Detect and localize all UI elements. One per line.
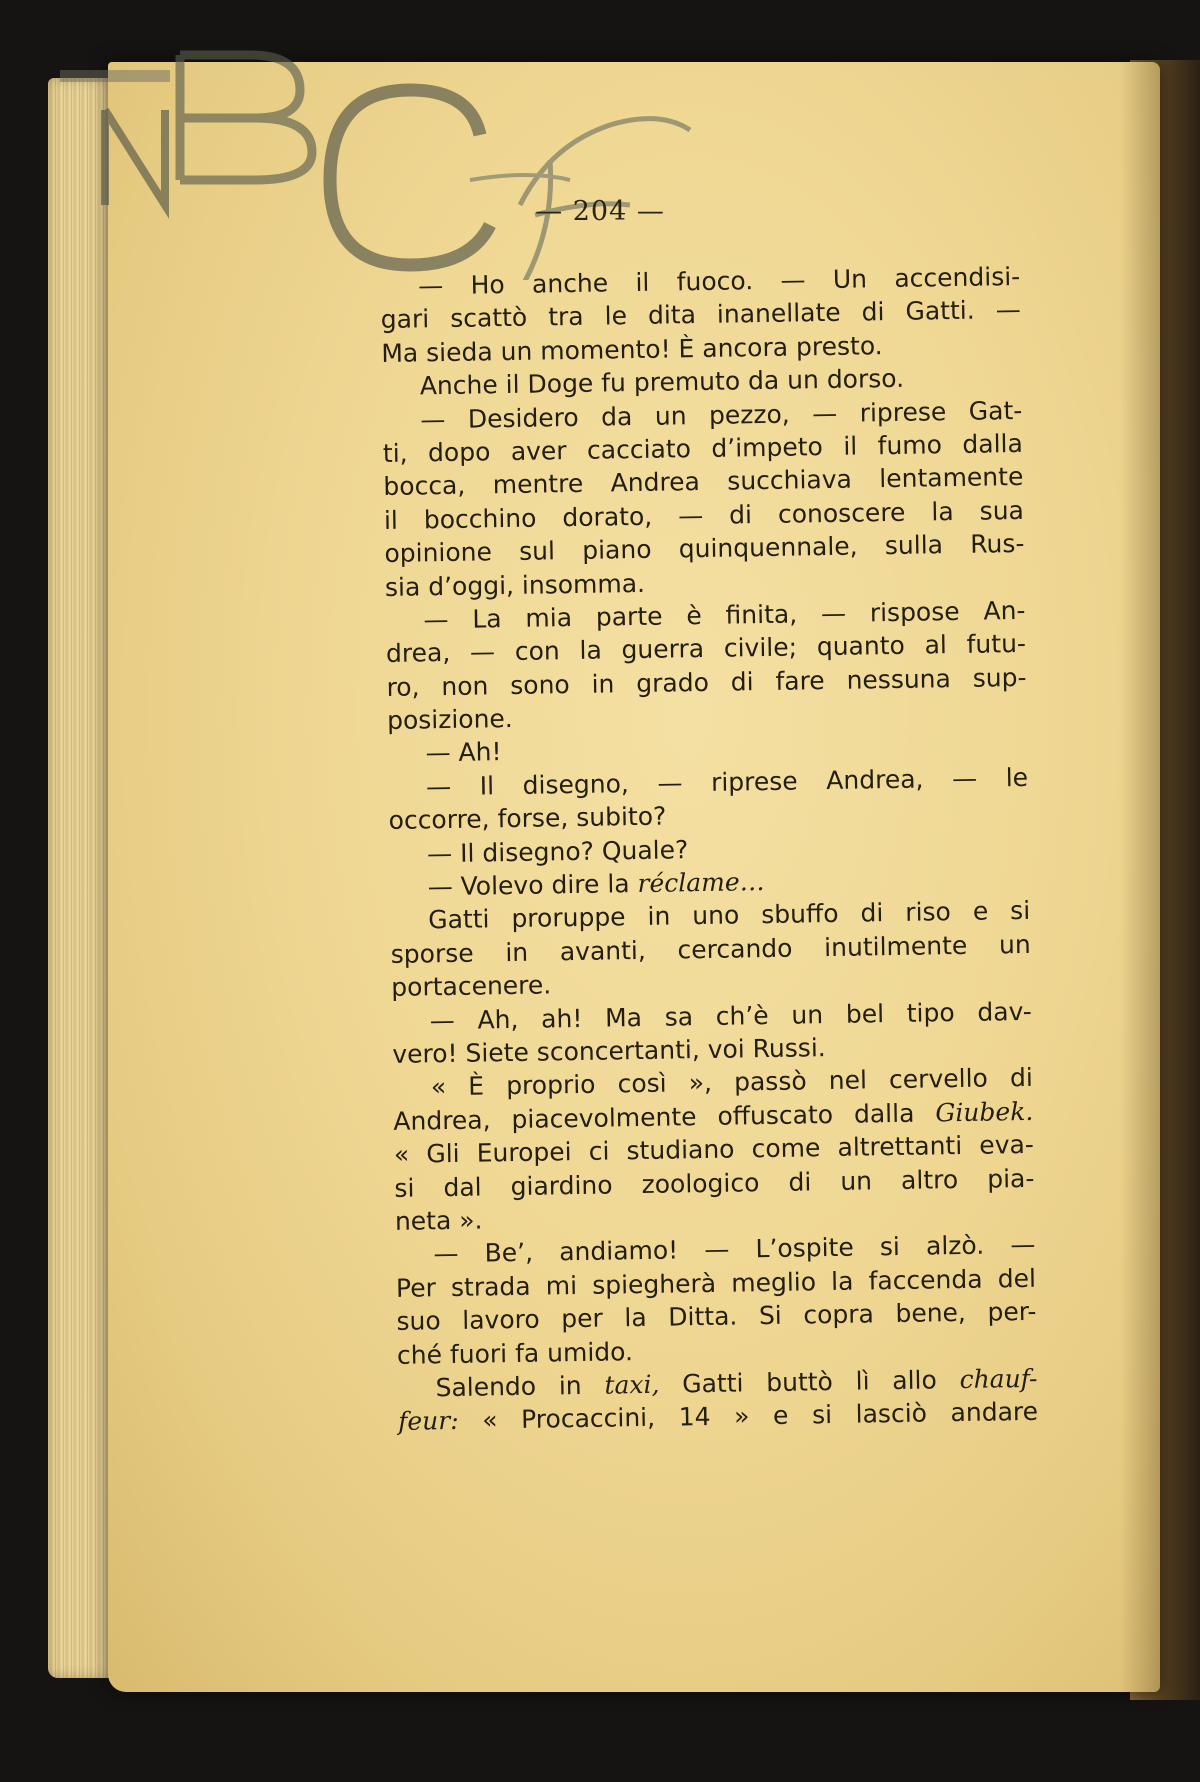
text-run: chauf-: [959, 1363, 1038, 1394]
text-run: ro, non sono in grado di fare nessuna sup-: [386, 662, 1027, 702]
text-run: drea, — con la guerra civile; quanto al futu-: [385, 629, 1027, 669]
library-monogram-watermark: [50, 30, 710, 280]
text-run: Gatti buttò lì allo: [659, 1364, 960, 1399]
text-run: Per strada mi spiegherà meglio la faccenda del: [395, 1263, 1037, 1303]
text-run: Andrea, piacevolmente offuscato dalla: [393, 1098, 936, 1136]
text-run: neta ».: [394, 1205, 483, 1236]
text-run: Gatti proruppe in uno sbuffo di riso e si: [427, 896, 1031, 935]
text-run: gari scattò tra le dita inanellate di Gatti. —: [380, 295, 1021, 335]
text-run: « È proprio così », passò nel cervello di: [430, 1063, 1033, 1102]
body-text: [380, 260, 1038, 1439]
text-run: « Procaccini, 14 » e si lasciò andare: [458, 1397, 1039, 1436]
text-run: Ma sieda un momento! È ancora presto.: [381, 330, 883, 368]
text-run: — Desidero da un pezzo, — riprese Gat-: [420, 395, 1023, 434]
text-run: sporse in avanti, cercando inutilmente un: [390, 929, 1031, 969]
text-run: — Ah!: [425, 737, 502, 768]
text-run: — Volevo dire la: [427, 869, 638, 902]
text-run: — Ho anche il fuoco. — Un accendisi-: [418, 261, 1021, 301]
text-run: occorre, forse, subito?: [388, 801, 667, 836]
text-run: « Gli Europei ci studiano come altrettanti eva-: [393, 1129, 1035, 1170]
text-run: posizione.: [386, 704, 513, 736]
text-run-italic: réclame…: [637, 867, 765, 899]
text-run: — Be’, andiamo! — L’ospite si alzò. —: [433, 1230, 1036, 1269]
text-run: Salendo in: [435, 1370, 605, 1403]
text-run: ti, dopo aver cacciato d’impeto il fumo dalla: [382, 428, 1024, 468]
text-run: — Il disegno? Quale?: [426, 834, 689, 868]
text-run: opinione sul piano quinquennale, sulla Rus-: [384, 529, 1025, 569]
page-number: — 204 —: [535, 196, 665, 227]
text-run: feur:: [397, 1406, 459, 1437]
text-run: vero! Siete sconcertanti, voi Russi.: [392, 1033, 826, 1069]
gutter-shadow: [1120, 62, 1160, 1692]
text-run: bocca, mentre Andrea succhiava lentamente: [383, 462, 1024, 502]
text-run: — La mia parte è finita, — rispose An-: [423, 595, 1026, 635]
text-run: si dal giardino zoologico di un altro pia-: [394, 1163, 1035, 1203]
text-run-italic: Giubek.: [935, 1096, 1034, 1128]
text-run: portacenere.: [391, 970, 552, 1003]
text-run: suo lavoro per la Ditta. Si copra bene, per-: [396, 1296, 1037, 1336]
text-run: — Il disegno, — riprese Andrea, — le: [425, 762, 1029, 802]
text-run: taxi,: [604, 1369, 660, 1400]
text-run: il bocchino dorato, — di conoscere la sua: [383, 495, 1025, 535]
text-run: ché fuori fa umido.: [396, 1336, 634, 1370]
text-run: sia d’oggi, insomma.: [384, 568, 646, 602]
text-run: Anche il Doge fu premuto da un dorso.: [419, 363, 905, 401]
text-run: — Ah, ah! Ma sa ch’è un bel tipo dav-: [429, 996, 1032, 1035]
